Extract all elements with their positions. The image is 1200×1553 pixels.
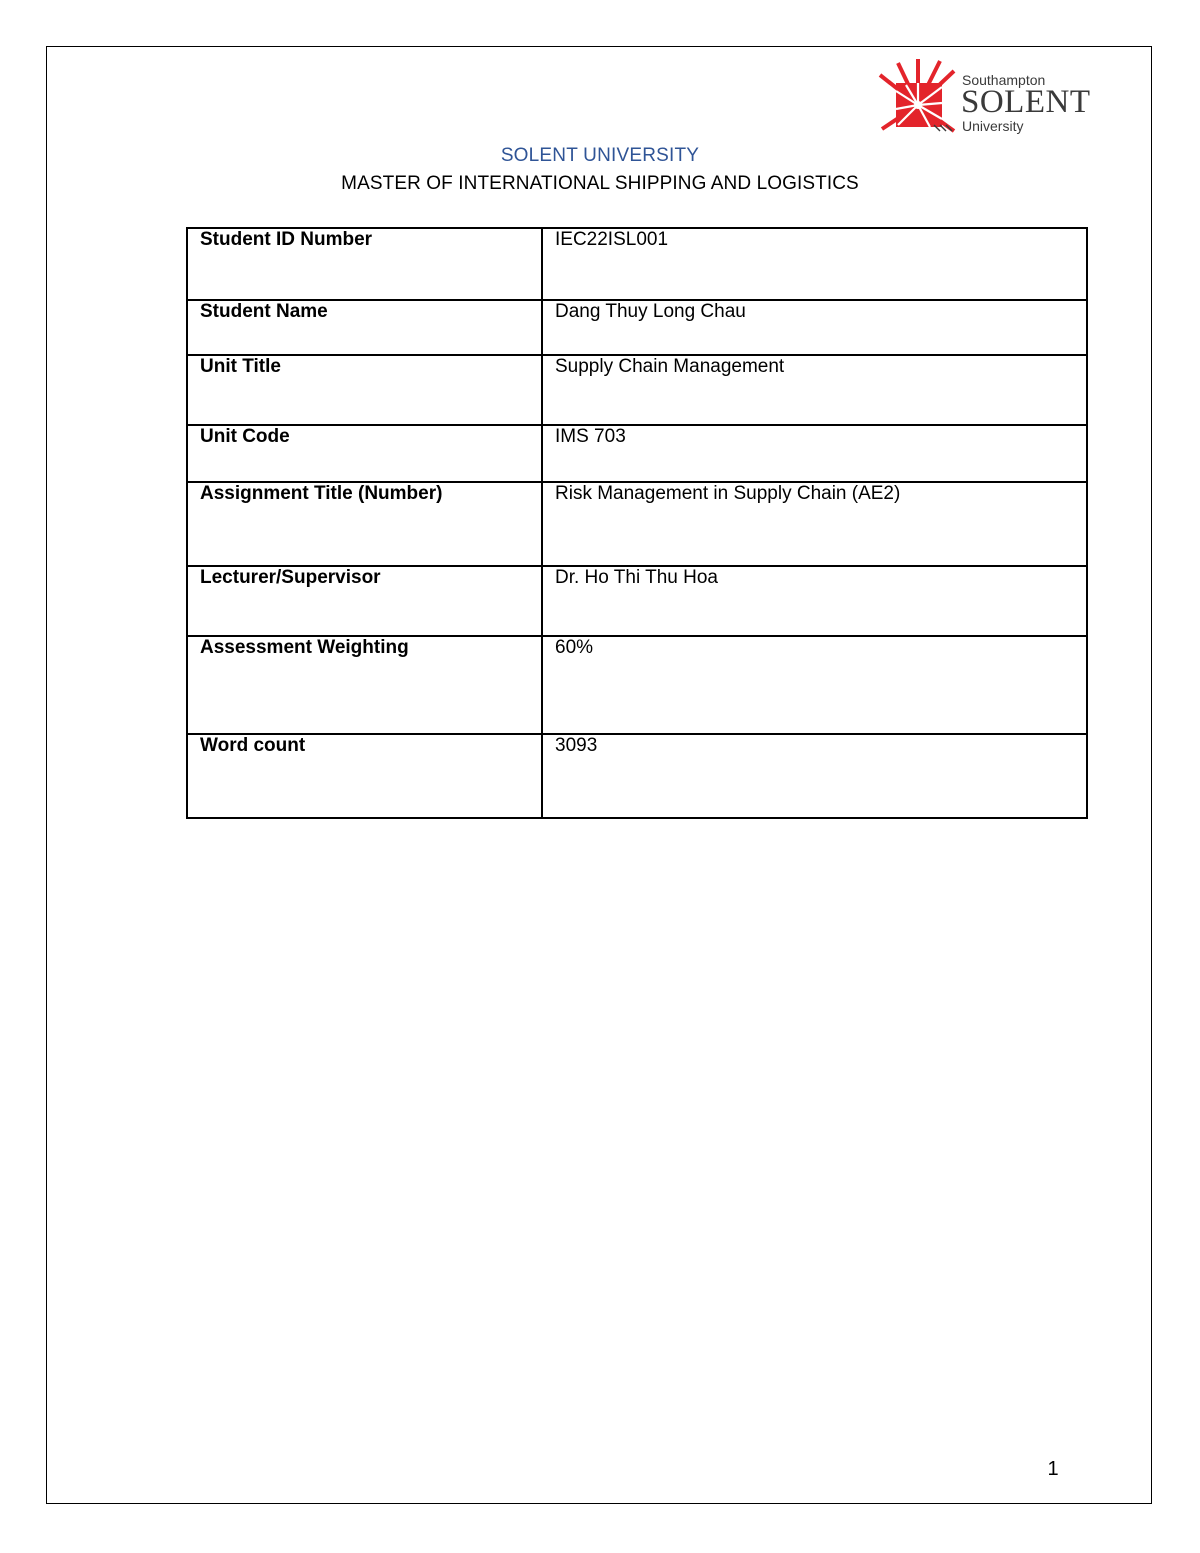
- table-row: [187, 228, 1087, 300]
- table-row: [187, 425, 1087, 482]
- row-label: [187, 482, 542, 566]
- page-number: 1: [1047, 1458, 1059, 1480]
- solent-university-logo: [878, 57, 1091, 135]
- word-count-label: Word count: [200, 735, 306, 756]
- row-label: [187, 300, 542, 355]
- unit-title-value: Supply Chain Management: [555, 356, 785, 377]
- table-row: [187, 482, 1087, 566]
- lecturer-label: Lecturer/Supervisor: [200, 567, 381, 588]
- unit-title-label: Unit Title: [200, 356, 281, 377]
- table-row: [187, 636, 1087, 734]
- assignment-title-value: Risk Management in Supply Chain (AE2): [555, 483, 901, 504]
- assessment-weighting-label: Assessment Weighting: [200, 637, 409, 658]
- programme-title: MASTER OF INTERNATIONAL SHIPPING AND LOGISTICS: [341, 173, 859, 194]
- row-label: [187, 228, 542, 300]
- assessment-weighting-value: 60%: [555, 637, 594, 658]
- student-id-label: Student ID Number: [200, 229, 373, 250]
- row-label: [187, 636, 542, 734]
- table-row: [187, 355, 1087, 425]
- row-label: [187, 566, 542, 636]
- university-title: SOLENT UNIVERSITY: [500, 145, 700, 166]
- row-label: [187, 355, 542, 425]
- row-value: [542, 355, 1087, 425]
- unit-code-label: Unit Code: [200, 426, 290, 447]
- row-value: [542, 482, 1087, 566]
- lecturer-value: Dr. Ho Thi Thu Hoa: [555, 567, 718, 588]
- row-value: [542, 636, 1087, 734]
- row-value: [542, 425, 1087, 482]
- row-value: [542, 566, 1087, 636]
- row-label: [187, 425, 542, 482]
- table-row: [187, 734, 1087, 818]
- table-row: [187, 300, 1087, 355]
- assignment-title-label: Assignment Title (Number): [200, 483, 443, 504]
- solent-starburst-icon: [878, 57, 958, 133]
- logo-southampton-text: Southampton: [962, 72, 1046, 88]
- student-name-value: Dang Thuy Long Chau: [555, 301, 746, 322]
- row-value: [542, 734, 1087, 818]
- unit-code-value: IMS 703: [555, 426, 626, 447]
- student-info-table: [186, 227, 1088, 819]
- row-value: [542, 228, 1087, 300]
- row-label: [187, 734, 542, 818]
- table-row: [187, 566, 1087, 636]
- logo-university-text: University: [962, 118, 1024, 134]
- row-value: [542, 300, 1087, 355]
- logo-solent-text: SOLENT: [961, 84, 1091, 120]
- word-count-value: 3093: [555, 735, 598, 756]
- student-name-label: Student Name: [200, 301, 328, 322]
- student-id-value: IEC22ISL001: [555, 229, 669, 250]
